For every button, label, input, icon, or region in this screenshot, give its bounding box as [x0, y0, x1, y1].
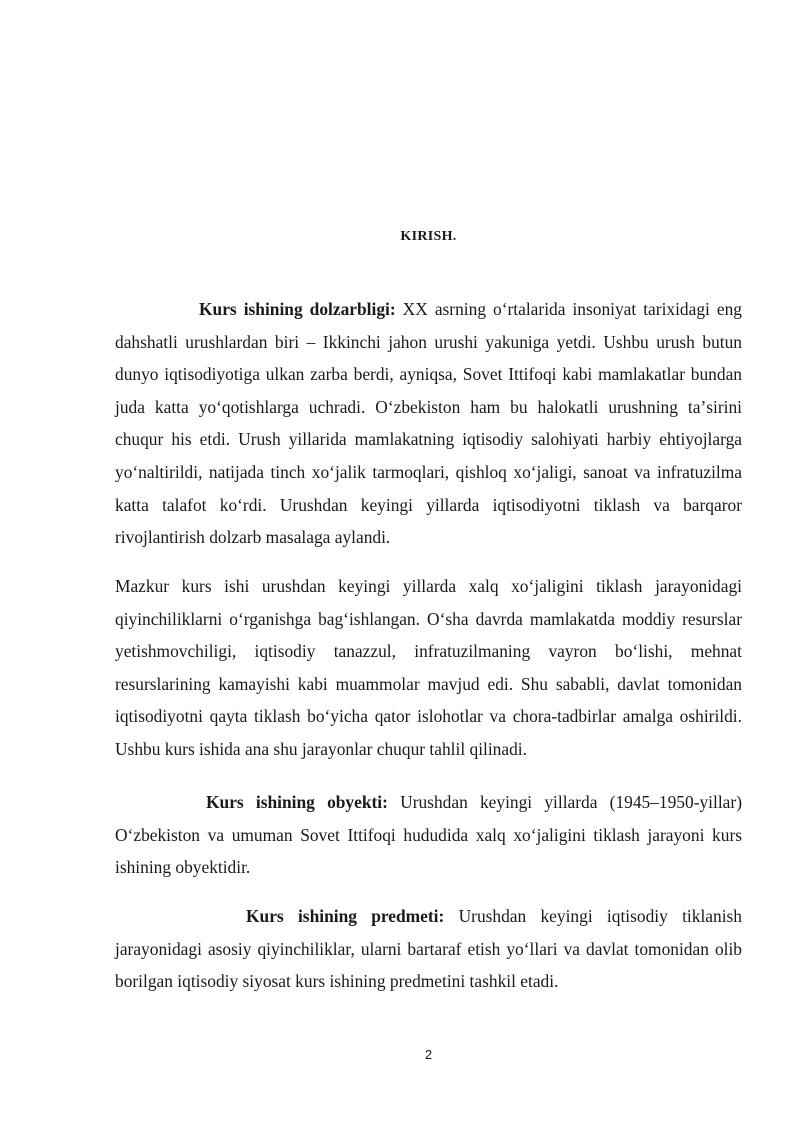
paragraph-text: Urushdan keyingi iqtisodiy tiklanish jarayonidagi asosiy qiyinchiliklar, ularni bartaraf etish yoʻllari va davlat tomonidan olib borilgan iqtisodiy siyosat kurs ishining predmetini tashkil etadi.	[115, 906, 742, 992]
paragraph-mazkur	[115, 570, 742, 766]
paragraph-obyekti	[115, 786, 742, 884]
paragraph-label: Kurs ishining obyekti:	[206, 792, 388, 812]
paragraph-text: XX asrning oʻrtalarida insoniyat tarixidagi eng dahshatli urushlardan biri – Ikkinchi jahon urushi yakuniga yetdi. Ushbu urush butun dunyo iqtisodiyotiga ulkan zarba berdi, ayniqsa, Sovet Ittifoqi kabi mamlakatlar bundan juda katta yoʻqotishlarga uchradi. Oʻzbekiston ham bu halokatli urushning taʼsirini chuqur his etdi. Urush yillarida mamlakatning iqtisodiy salohiyati harbiy ehtiyojlarga yoʻnaltirildi, natijada tinch xoʻjalik tarmoqlari, qishloq xoʻjaligi, sanoat va infratuzilma katta talafot koʻrdi. Urushdan keyingi yillarda iqtisodiyotni tiklash va barqaror rivojlantirish dolzarb masalaga aylandi.	[115, 299, 742, 548]
paragraph-label: Kurs ishining dolzarbligi:	[199, 299, 396, 319]
paragraph-label: Kurs ishining predmeti:	[246, 906, 445, 926]
paragraph-dolzarbligi	[115, 293, 742, 554]
page-title: KIRISH.	[400, 229, 457, 244]
paragraph-text: Urushdan keyingi yillarda (1945–1950-yillar) Oʻzbekiston va umuman Sovet Ittifoqi hududida xalq xoʻjaligini tiklash jarayoni kurs ishining obyektidir.	[115, 792, 742, 878]
paragraph-predmeti	[115, 900, 742, 998]
page-number: 2	[424, 1047, 433, 1062]
paragraph-text: Mazkur kurs ishi urushdan keyingi yillarda xalq xoʻjaligini tiklash jarayonidagi qiyinchiliklarni oʻrganishga bagʻishlangan. Oʻsha davrda mamlakatda moddiy resurslar yetishmovchiligi, iqtisodiy tanazzul, infratuzilmaning vayron boʻlishi, mehnat resurslarining kamayishi kabi muammolar mavjud edi. Shu sababli, davlat tomonidan iqtisodiyotni qayta tiklash boʻyicha qator islohotlar va chora-tadbirlar amalga oshirildi. Ushbu kurs ishida ana shu jarayonlar chuqur tahlil qilinadi.	[115, 576, 742, 759]
